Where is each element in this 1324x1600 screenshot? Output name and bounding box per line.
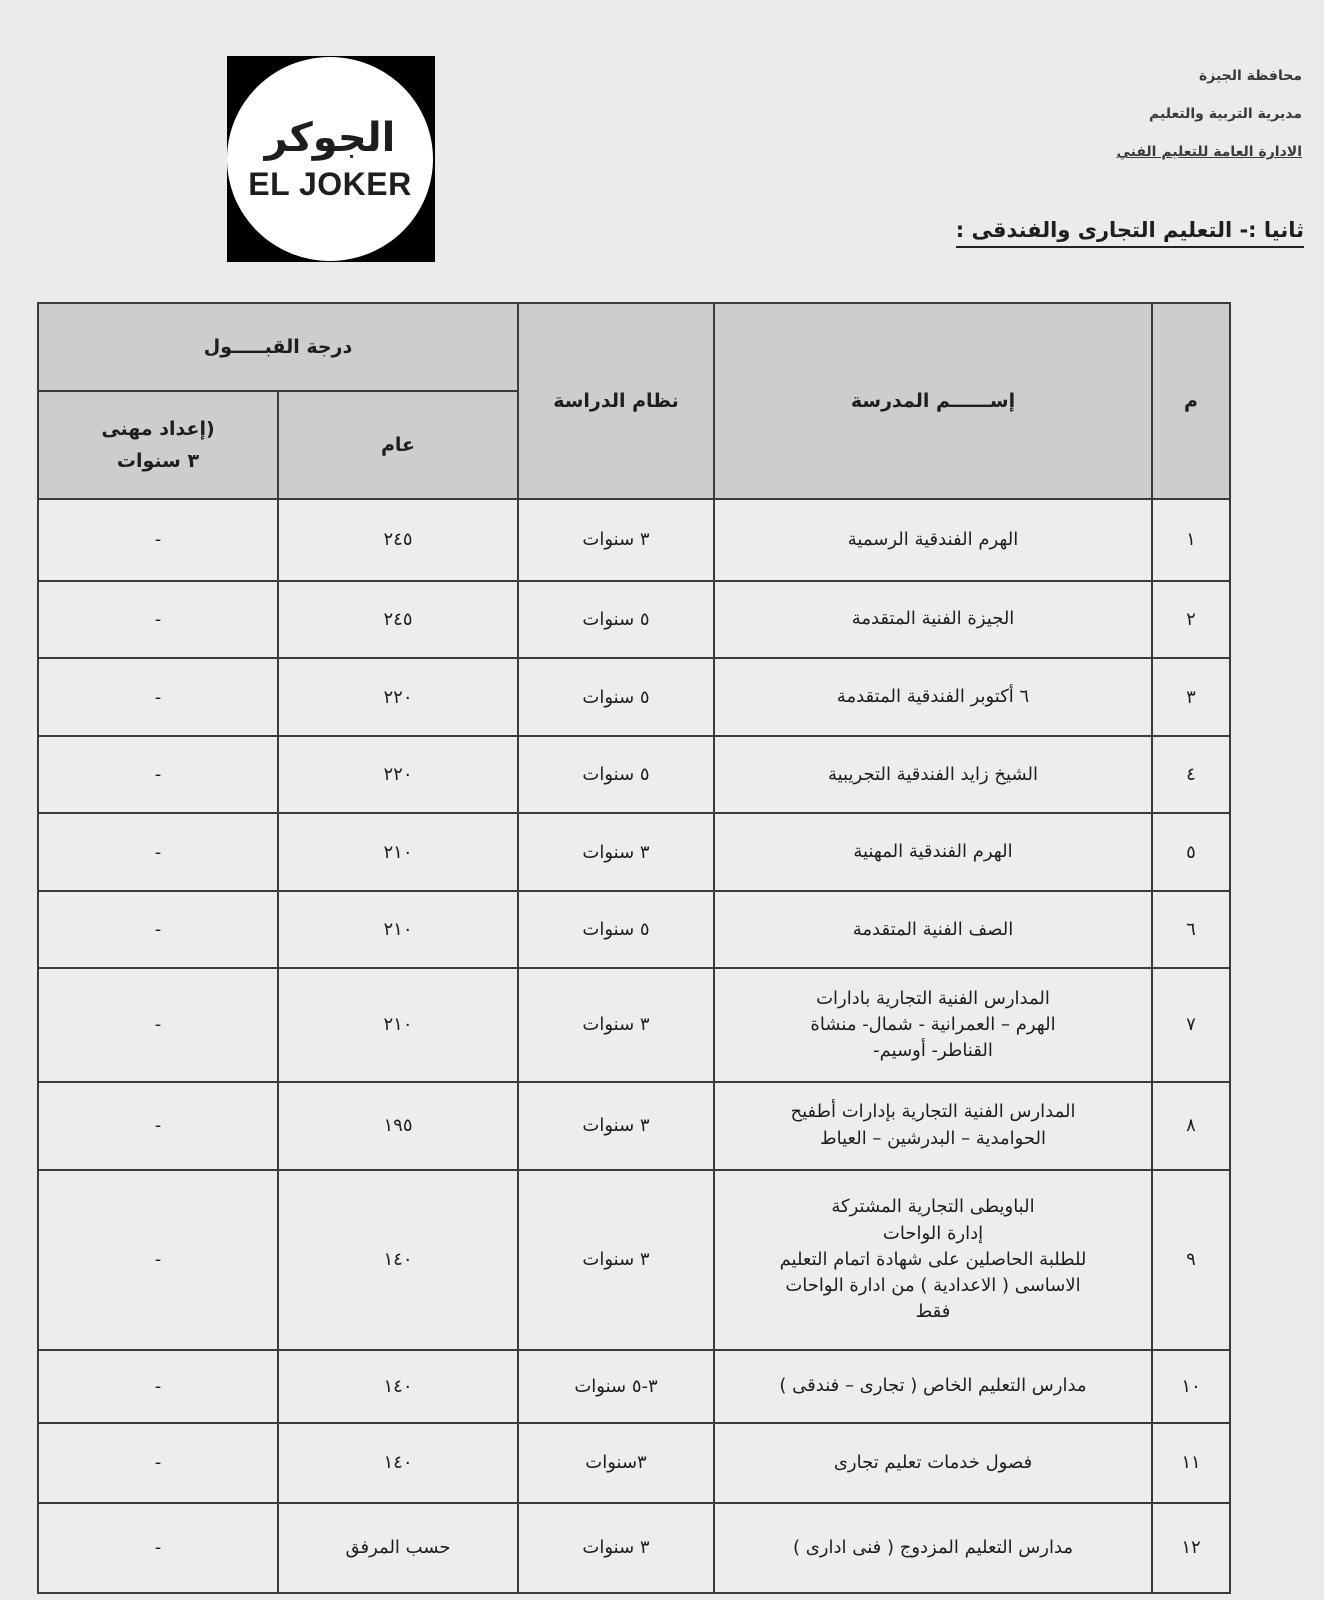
- row-study-system: ٣ سنوات: [518, 1170, 714, 1350]
- table-row: [38, 813, 1230, 891]
- row-vocational-score: -: [38, 736, 278, 814]
- row-study-system: ٣ سنوات: [518, 968, 714, 1081]
- header-vocational: [38, 391, 278, 499]
- table-row: [38, 968, 1230, 1081]
- row-index: ١١: [1152, 1423, 1230, 1503]
- directorate-name: مديرية التربية والتعليم: [1149, 106, 1302, 122]
- admission-table: [37, 302, 1231, 1594]
- row-vocational-score: -: [38, 1082, 278, 1170]
- header-admission-score: درجة القبـــــول: [38, 303, 518, 391]
- row-study-system: ٣ سنوات: [518, 1082, 714, 1170]
- row-school-name: المدارس الفنية التجارية بادارات الهرم – العمرانية - شمال- منشاة القناطر- أوسيم-: [714, 968, 1152, 1081]
- row-school-name: الباويطى التجارية المشتركة إدارة الواحات للطلبة الحاصلين على شهادة اتمام التعليم الاساسى ( الاعدادية ) من ادارة الواحات فقط: [714, 1170, 1152, 1350]
- row-school-name: مدارس التعليم الخاص ( تجارى – فندقى ): [714, 1350, 1152, 1423]
- table-row: [38, 1503, 1230, 1593]
- row-index: ٩: [1152, 1170, 1230, 1350]
- row-study-system: ٣ سنوات: [518, 499, 714, 581]
- row-index: ١٢: [1152, 1503, 1230, 1593]
- row-vocational-score: -: [38, 968, 278, 1081]
- table-row: [38, 581, 1230, 659]
- row-index: ٦: [1152, 891, 1230, 969]
- document-header: [1116, 62, 1302, 176]
- section-title: ثانيا :- التعليم التجارى والفندقى :: [956, 218, 1304, 248]
- table-row: [38, 1423, 1230, 1503]
- row-general-score: ٢٤٥: [278, 581, 518, 659]
- row-study-system: ٥ سنوات: [518, 658, 714, 736]
- table-row: [38, 1082, 1230, 1170]
- row-study-system: ٣سنوات: [518, 1423, 714, 1503]
- row-vocational-score: -: [38, 581, 278, 659]
- row-general-score: ٢٢٠: [278, 658, 518, 736]
- row-study-system: ٣-٥ سنوات: [518, 1350, 714, 1423]
- row-general-score: حسب المرفق: [278, 1503, 518, 1593]
- row-index: ٨: [1152, 1082, 1230, 1170]
- row-vocational-score: -: [38, 1170, 278, 1350]
- header-school-name: إســــــم المدرسة: [714, 303, 1152, 499]
- row-study-system: ٣ سنوات: [518, 813, 714, 891]
- row-general-score: ١٩٥: [278, 1082, 518, 1170]
- row-school-name: المدارس الفنية التجارية بإدارات أطفيح الحوامدية – البدرشين – العياط: [714, 1082, 1152, 1170]
- header-vocational-line2: ٣ سنوات: [116, 450, 200, 472]
- row-school-name: الهرم الفندقية المهنية: [714, 813, 1152, 891]
- row-school-name: ٦ أكتوبر الفندقية المتقدمة: [714, 658, 1152, 736]
- row-vocational-score: -: [38, 1503, 278, 1593]
- row-vocational-score: -: [38, 499, 278, 581]
- table-row: [38, 658, 1230, 736]
- row-vocational-score: -: [38, 658, 278, 736]
- row-index: ٧: [1152, 968, 1230, 1081]
- row-index: ٣: [1152, 658, 1230, 736]
- row-index: ٤: [1152, 736, 1230, 814]
- row-school-name: الشيخ زايد الفندقية التجريبية: [714, 736, 1152, 814]
- table-row: [38, 736, 1230, 814]
- governorate-name: محافظة الجيزة: [1198, 68, 1302, 84]
- row-general-score: ٢١٠: [278, 813, 518, 891]
- table-row: [38, 499, 1230, 581]
- row-school-name: فصول خدمات تعليم تجارى: [714, 1423, 1152, 1503]
- row-general-score: ١٤٠: [278, 1423, 518, 1503]
- row-index: ١٠: [1152, 1350, 1230, 1423]
- row-index: ٥: [1152, 813, 1230, 891]
- row-school-name: الصف الفنية المتقدمة: [714, 891, 1152, 969]
- row-general-score: ٢١٠: [278, 891, 518, 969]
- row-vocational-score: -: [38, 813, 278, 891]
- header-study-system: نظام الدراسة: [518, 303, 714, 499]
- table-row: [38, 1350, 1230, 1423]
- row-index: ٢: [1152, 581, 1230, 659]
- table-row: [38, 891, 1230, 969]
- table-row: [38, 1170, 1230, 1350]
- row-index: ١: [1152, 499, 1230, 581]
- row-vocational-score: -: [38, 891, 278, 969]
- row-study-system: ٥ سنوات: [518, 736, 714, 814]
- row-vocational-score: -: [38, 1350, 278, 1423]
- row-general-score: ٢٢٠: [278, 736, 518, 814]
- row-school-name: الهرم الفندقية الرسمية: [714, 499, 1152, 581]
- header-general: عام: [278, 391, 518, 499]
- row-vocational-score: -: [38, 1423, 278, 1503]
- row-study-system: ٣ سنوات: [518, 1503, 714, 1593]
- header-vocational-line1: (إعداد مهنى: [101, 418, 215, 440]
- row-school-name: مدارس التعليم المزدوج ( فنى ادارى ): [714, 1503, 1152, 1593]
- row-general-score: ١٤٠: [278, 1350, 518, 1423]
- table-body: [38, 499, 1230, 1593]
- row-study-system: ٥ سنوات: [518, 891, 714, 969]
- row-general-score: ١٤٠: [278, 1170, 518, 1350]
- header-index: م: [1152, 303, 1230, 499]
- row-study-system: ٥ سنوات: [518, 581, 714, 659]
- logo-circle: [227, 57, 433, 261]
- row-school-name: الجيزة الفنية المتقدمة: [714, 581, 1152, 659]
- row-general-score: ٢٤٥: [278, 499, 518, 581]
- logo-arabic-text: الجوكر: [264, 114, 396, 161]
- logo-english-text: EL JOKER: [248, 165, 412, 202]
- row-general-score: ٢١٠: [278, 968, 518, 1081]
- logo: [227, 56, 435, 262]
- administration-name: الادارة العامة للتعليم الفني: [1116, 144, 1302, 160]
